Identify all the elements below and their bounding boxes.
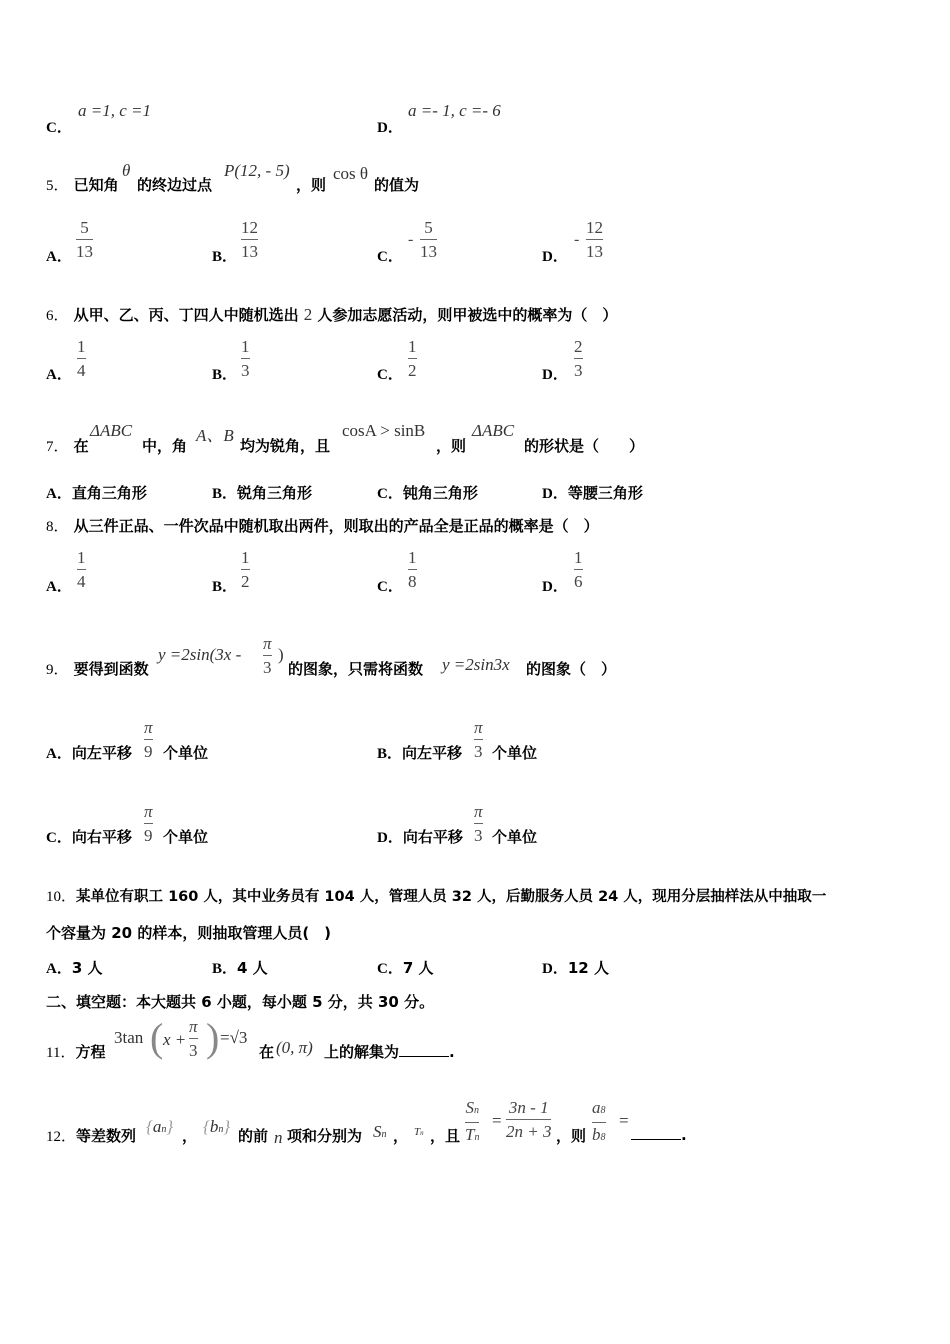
q11-fraction: π 3 bbox=[189, 1017, 198, 1060]
q7-inequality: cosA > sinB bbox=[342, 421, 426, 440]
q5-option-b-label: B． bbox=[212, 249, 238, 265]
question-6: 6． 从甲、乙、丙、丁四人中随机选出 2 人参加志愿活动，则甲被选中的概率为（ ） bbox=[46, 305, 618, 324]
q5-option-d-fraction: 12 13 bbox=[586, 218, 603, 261]
q12-sequence-b: {bn} bbox=[203, 1117, 231, 1136]
q7-triangle-2: ΔABC bbox=[472, 421, 515, 440]
q9-option-a-post: 个单位 bbox=[163, 744, 209, 762]
q12-sequence-a: {an} bbox=[146, 1117, 174, 1136]
q9-option-b: B．向左平移 bbox=[377, 744, 463, 762]
q11-interval: (0, π) bbox=[276, 1038, 313, 1057]
q8-option-d-fraction: 1 6 bbox=[574, 548, 583, 591]
q8-option-c-label: C． bbox=[377, 579, 403, 595]
q4-option-c-formula: a =1, c =1 bbox=[78, 101, 151, 120]
question-7: 7． 在 bbox=[46, 437, 89, 455]
q5-option-a-fraction: 5 13 bbox=[76, 218, 93, 261]
q9-option-c-post: 个单位 bbox=[163, 828, 209, 846]
q5-point: P(12, - 5) bbox=[224, 161, 290, 180]
q5-option-d-sign: - bbox=[574, 231, 580, 248]
q12-T: Tn bbox=[414, 1126, 424, 1138]
section-2-heading: 二、填空题：本大题共 6 小题，每小题 5 分，共 30 分。 bbox=[46, 993, 435, 1011]
q5-option-c-fraction: 5 13 bbox=[420, 218, 437, 261]
q11-text2: 在 bbox=[259, 1043, 275, 1061]
q12-text2: 的前 bbox=[238, 1127, 269, 1145]
q12-equals: = bbox=[492, 1111, 502, 1130]
q9-function-1-fraction: π 3 bbox=[263, 634, 272, 677]
q7-option-b: B．锐角三角形 bbox=[212, 484, 313, 502]
q12-n: n bbox=[274, 1128, 283, 1147]
q12-S: Sn bbox=[373, 1122, 387, 1141]
q9-option-a-fraction: π 9 bbox=[144, 718, 153, 761]
q5-option-d-label: D． bbox=[542, 249, 568, 265]
q5-option-b-fraction: 12 13 bbox=[241, 218, 258, 261]
q9-function-2: y =2sin3x bbox=[442, 655, 510, 674]
q7-option-d: D．等腰三角形 bbox=[542, 484, 643, 502]
q8-option-b-label: B． bbox=[212, 579, 238, 595]
q5-theta: θ bbox=[122, 161, 131, 180]
q8-option-c-fraction: 1 8 bbox=[408, 548, 417, 591]
q12-comma-1: ， bbox=[182, 1127, 198, 1145]
question-12: 12．等差数列 bbox=[46, 1127, 137, 1145]
q11-text3: 上的解集为 . bbox=[324, 1043, 455, 1061]
q8-option-d-label: D． bbox=[542, 579, 568, 595]
q5-cos: cos θ bbox=[333, 164, 369, 183]
q12-ratio-fraction: Sn Tn bbox=[465, 1098, 480, 1144]
q6-option-a-fraction: 1 4 bbox=[77, 337, 86, 380]
q7-option-a: A．直角三角形 bbox=[46, 484, 147, 502]
q5-text2: 的终边过点 bbox=[137, 176, 213, 194]
q8-option-b-fraction: 1 2 bbox=[241, 548, 250, 591]
q10-option-d: D．12 人 bbox=[542, 959, 609, 977]
q12-comma-2: ， bbox=[393, 1127, 409, 1145]
q12-text3: 项和分别为 bbox=[287, 1127, 363, 1145]
q11-answer-blank[interactable] bbox=[399, 1042, 449, 1057]
q12-answer: . bbox=[631, 1125, 687, 1144]
q5-option-a-label: A． bbox=[46, 249, 72, 265]
q9-option-b-post: 个单位 bbox=[492, 744, 538, 762]
q9-text3: 的图象（ ） bbox=[526, 660, 617, 678]
q12-text5: ，则 bbox=[556, 1127, 587, 1145]
question-9: 9． 要得到函数 bbox=[46, 660, 149, 678]
q9-function-1: y =2sin(3x - bbox=[158, 645, 242, 664]
question-10-line2: 个容量为 20 的样本，则抽取管理人员( ) bbox=[46, 924, 332, 942]
q8-option-a-fraction: 1 4 bbox=[77, 548, 86, 591]
q7-text5: 的形状是（ ） bbox=[524, 437, 645, 455]
q12-answer-blank[interactable] bbox=[631, 1125, 681, 1140]
q6-option-a-label: A． bbox=[46, 367, 72, 383]
q6-option-d-label: D． bbox=[542, 367, 568, 383]
q11-x-plus: x + bbox=[163, 1030, 187, 1049]
q7-triangle: ΔABC bbox=[90, 421, 133, 440]
question-11: 11．方程 bbox=[46, 1043, 106, 1061]
q7-text3: 均为锐角，且 bbox=[240, 437, 331, 455]
q4-option-c: C． bbox=[46, 120, 72, 136]
q5-option-c-sign: - bbox=[408, 231, 414, 248]
q6-option-b-label: B． bbox=[212, 367, 238, 383]
q10-option-b: B．4 人 bbox=[212, 959, 268, 977]
q6-option-d-fraction: 2 3 bbox=[574, 337, 583, 380]
q9-option-d: D．向右平移 bbox=[377, 828, 463, 846]
q6-option-c-label: C． bbox=[377, 367, 403, 383]
q9-option-d-fraction: π 3 bbox=[474, 802, 483, 845]
q11-paren-left: ( bbox=[150, 1015, 164, 1060]
q7-text4: ，则 bbox=[436, 437, 467, 455]
q11-paren-right: ) bbox=[206, 1015, 220, 1060]
q11-coefficient: 3tan bbox=[114, 1028, 144, 1047]
q10-option-c: C．7 人 bbox=[377, 959, 434, 977]
q9-option-c: C．向右平移 bbox=[46, 828, 132, 846]
q4-option-d: D． bbox=[377, 120, 403, 136]
q6-option-b-fraction: 1 3 bbox=[241, 337, 250, 380]
q9-option-a: A．向左平移 bbox=[46, 744, 132, 762]
q10-option-a: A．3 人 bbox=[46, 959, 103, 977]
question-10: 10．某单位有职工 160 人，其中业务员有 104 人，管理人员 32 人，后勤服务人员 24 人，现用分层抽样法从中抽取一 bbox=[46, 889, 827, 905]
q8-option-a-label: A． bbox=[46, 579, 72, 595]
q11-rhs: =√3 bbox=[220, 1028, 248, 1047]
q12-rhs-fraction: 3n - 1 2n + 3 bbox=[506, 1098, 552, 1141]
q9-option-b-fraction: π 3 bbox=[474, 718, 483, 761]
q5-text3: ，则 bbox=[296, 176, 327, 194]
question-5: 5． 已知角 bbox=[46, 176, 119, 194]
q9-option-c-fraction: π 9 bbox=[144, 802, 153, 845]
q7-text2: 中，角 bbox=[142, 437, 188, 455]
q5-text4: 的值为 bbox=[374, 176, 420, 194]
question-8: 8． 从三件正品、一件次品中随机取出两件，则取出的产品全是正品的概率是（ ） bbox=[46, 517, 599, 535]
q4-option-d-formula: a =- 1, c =- 6 bbox=[408, 101, 501, 120]
q9-function-1-close: ) bbox=[278, 645, 284, 664]
q9-option-d-post: 个单位 bbox=[492, 828, 538, 846]
q12-equals-2: = bbox=[619, 1111, 629, 1130]
q7-angles: A、B bbox=[196, 426, 234, 445]
q9-text2: 的图象，只需将函数 bbox=[288, 660, 424, 678]
q5-option-c-label: C． bbox=[377, 249, 403, 265]
q7-option-c: C．钝角三角形 bbox=[377, 484, 478, 502]
q12-text4: ，且 bbox=[430, 1127, 461, 1145]
q12-answer-fraction: a8 b8 bbox=[592, 1098, 606, 1144]
q6-option-c-fraction: 1 2 bbox=[408, 337, 417, 380]
